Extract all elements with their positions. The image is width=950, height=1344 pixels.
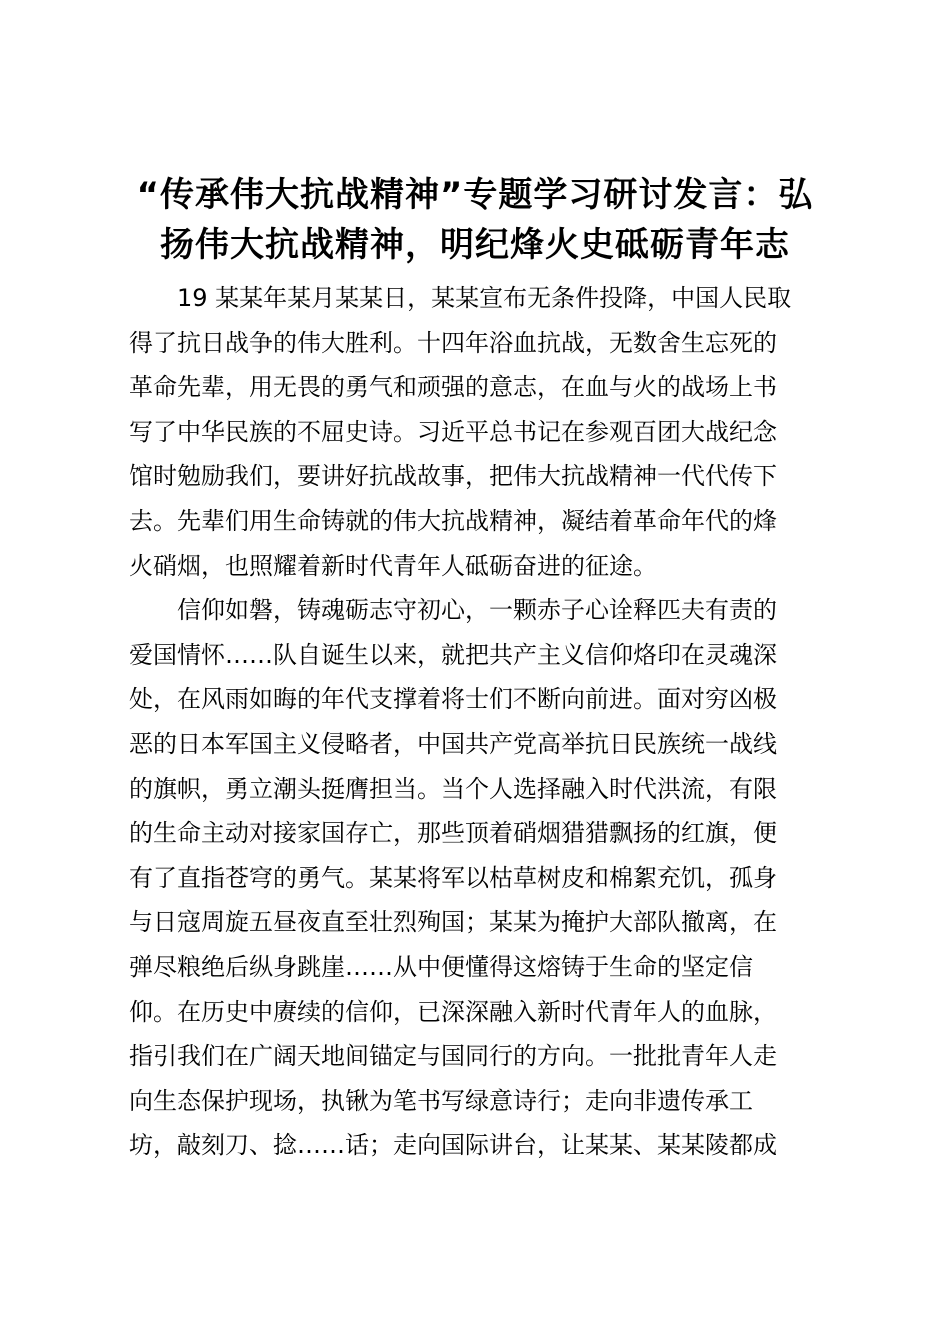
paragraph-line: 信仰如磐，铸魂砺志守初心，一颗赤子心诠释匹夫有责的 (177, 596, 777, 625)
paragraph-line: 的生命主动对接家国存亡，那些顶着硝烟猎猎飘扬的红旗，便 (129, 819, 777, 848)
title-line: 扬伟大抗战精神，明纪烽火史砥砺青年志 (160, 225, 790, 265)
paragraph-line: 与日寇周旋五昼夜直至壮烈殉国；某某为掩护大部队撤离，在 (129, 908, 777, 937)
paragraph-1 (129, 276, 829, 588)
paragraph-line: 得了抗日战争的伟大胜利。十四年浴血抗战，无数舍生忘死的 (129, 328, 777, 357)
document-title (120, 170, 830, 270)
paragraph-2 (129, 588, 829, 1168)
title-line: “传承伟大抗战精神”专题学习研讨发言：弘 (136, 175, 814, 215)
paragraph-line: 革命先辈，用无畏的勇气和顽强的意志，在血与火的战场上书 (129, 373, 777, 402)
paragraph-line: 爱国情怀……队自诞生以来，就把共产主义信仰烙印在灵魂深 (129, 640, 777, 669)
paragraph-line: 仰。在历史中赓续的信仰，已深深融入新时代青年人的血脉， (129, 997, 777, 1026)
document-body (129, 276, 829, 1168)
paragraph-line: 写了中华民族的不屈史诗。习近平总书记在参观百团大战纪念 (129, 417, 777, 446)
paragraph-line: 处，在风雨如晦的年代支撑着将士们不断向前进。面对穷凶极 (129, 685, 777, 714)
paragraph-line: 弹尽粮绝后纵身跳崖……从中便懂得这熔铸于生命的坚定信 (129, 952, 753, 981)
paragraph-line: 馆时勉励我们，要讲好抗战故事，把伟大抗战精神一代代传下 (129, 462, 777, 491)
paragraph-line: 的旗帜，勇立潮头挺膺担当。当个人选择融入时代洪流，有限 (129, 774, 777, 803)
paragraph-line: 有了直指苍穹的勇气。某某将军以枯草树皮和棉絮充饥，孤身 (129, 863, 777, 892)
paragraph-line: 向生态保护现场，执锹为笔书写绿意诗行；走向非遗传承工 (129, 1086, 753, 1115)
paragraph-line: 火硝烟，也照耀着新时代青年人砥砺奋进的征途。 (129, 551, 657, 580)
paragraph-line: 去。先辈们用生命铸就的伟大抗战精神，凝结着革命年代的烽 (129, 506, 777, 535)
paragraph-line: 坊，敲刻刀、捻……话；走向国际讲台，让某某、某某陵都成 (129, 1131, 777, 1160)
paragraph-line: 恶的日本军国主义侵略者，中国共产党高举抗日民族统一战线 (129, 729, 777, 758)
paragraph-line: 指引我们在广阔天地间锚定与国同行的方向。一批批青年人走 (129, 1042, 777, 1071)
paragraph-line: 19 某某年某月某某日，某某宣布无条件投降，中国人民取 (177, 284, 792, 312)
